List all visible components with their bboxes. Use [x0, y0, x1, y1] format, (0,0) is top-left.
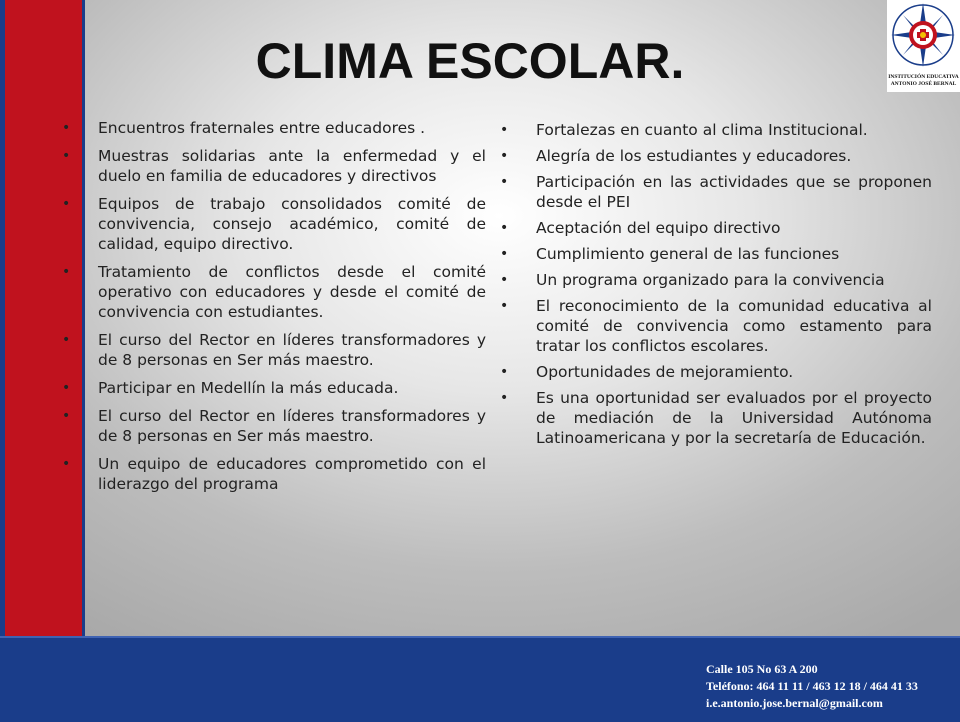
list-item: • El reconocimiento de la comunidad educativa al comité de convivencia como estamento para tratar los conflictos escolares.: [500, 296, 932, 356]
list-item: • Es una oportunidad ser evaluados por el proyecto de mediación de la Universidad Autónoma Latinoamericana y por la secretaría de Educación.: [500, 388, 932, 448]
logo-emblem-icon: [887, 0, 960, 74]
list-item: • Equipos de trabajo consolidados comité de convivencia, consejo académico, comité de calidad, equipo directivo.: [62, 194, 486, 254]
institution-logo: [887, 0, 960, 92]
logo-caption-line1: INSTITUCIÓN EDUCATIVA: [888, 74, 959, 80]
footer-bar: [0, 636, 960, 722]
right-bullet-list: [500, 120, 932, 454]
logo-caption: [887, 74, 960, 88]
list-item: • Participar en Medellín la más educada.: [62, 378, 486, 398]
list-item: • Oportunidades de mejoramiento.: [500, 362, 932, 382]
list-item: • Alegría de los estudiantes y educadores.: [500, 146, 932, 166]
list-item: • El curso del Rector en líderes transformadores y de 8 personas en Ser más maestro.: [62, 330, 486, 370]
list-item: • Un programa organizado para la convivencia: [500, 270, 932, 290]
footer-address: Calle 105 No 63 A 200: [706, 662, 818, 676]
list-item: • Tratamiento de conflictos desde el comité operativo con educadores y desde el comité de convivencia con estudiantes.: [62, 262, 486, 322]
list-item: • Encuentros fraternales entre educadores .: [62, 118, 486, 138]
list-item: • Muestras solidarias ante la enfermedad y el duelo en familia de educadores y directivos: [62, 146, 486, 186]
footer-email: i.e.antonio.jose.bernal@gmail.com: [706, 696, 883, 710]
contact-info: [706, 661, 918, 712]
logo-caption-line2: ANTONIO JOSÉ BERNAL: [890, 81, 957, 87]
list-item: • Un equipo de educadores comprometido con el liderazgo del programa: [62, 454, 486, 494]
list-item: • Cumplimiento general de las funciones: [500, 244, 932, 264]
list-item: • Aceptación del equipo directivo: [500, 218, 932, 238]
slide-title: CLIMA ESCOLAR.: [255, 33, 685, 89]
list-item: • El curso del Rector en líderes transformadores y de 8 personas en Ser más maestro.: [62, 406, 486, 446]
list-item: • Participación en las actividades que se proponen desde el PEI: [500, 172, 932, 212]
list-item: • Fortalezas en cuanto al clima Institucional.: [500, 120, 932, 140]
footer-phone: Teléfono: 464 11 11 / 463 12 18 / 464 41 33: [706, 679, 918, 693]
left-bullet-list: [62, 118, 486, 502]
